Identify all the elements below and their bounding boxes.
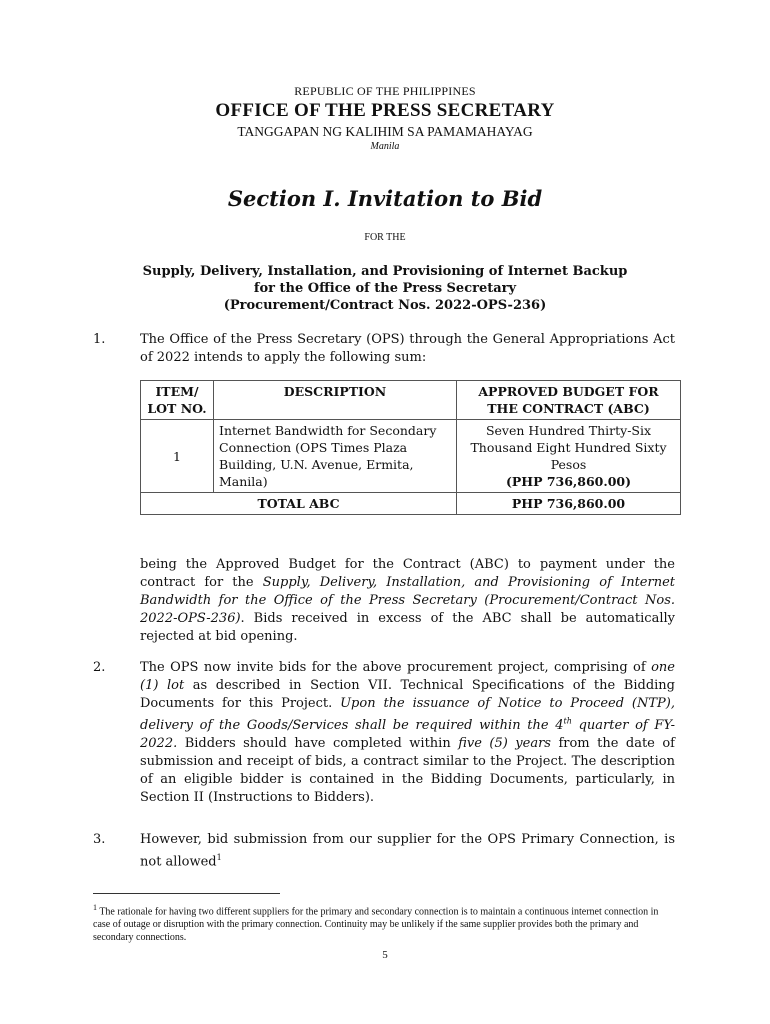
cell-amount <box>457 420 681 493</box>
total-label: TOTAL ABC <box>141 493 457 515</box>
table-row <box>141 420 681 493</box>
cell-item: 1 <box>141 420 214 493</box>
section-title: Section I. Invitation to Bid <box>227 186 543 211</box>
header-description: DESCRIPTION <box>214 381 457 420</box>
cell-description: Internet Bandwidth for Secondary Connection (OPS Times Plaza Building, U.N. Avenue, Ermita, Manila) <box>214 420 457 493</box>
text-span: quarter of FY-2022. <box>140 718 675 752</box>
text-span: from the date of submission and receipt of bids, a contract similar to the Project. The description of an eligible bidder is contained in the Bidding Documents, particularly, in Section II (Instructions to Bidders). <box>140 736 675 806</box>
footnote-text: The rationale for having two different suppliers for the primary and secondary connection is to maintain a continuous internet connection in case of outage or disruption with the primary connection. Continuity may be unlikely if the same supplier provides both the primary and secondary connections. <box>93 906 659 944</box>
abc-table <box>140 380 681 515</box>
city-heading: Manila <box>370 141 400 152</box>
header-item-lot: ITEM/ LOT NO. <box>141 381 214 420</box>
header-abc: APPROVED BUDGET FOR THE CONTRACT (ABC) <box>457 381 681 420</box>
project-name-italic: Supply, Delivery, Installation, and Provisioning of Internet Bandwidth for the Office of the Press Secretary (Procurement/Contract Nos. 2022-OPS-236) <box>140 575 675 626</box>
tanggapan-heading: TANGGAPAN NG KALIHIM SA PAMAMAHAYAG <box>237 124 533 139</box>
superscript: th <box>563 717 572 726</box>
project-title-line2: for the Office of the Press Secretary <box>253 281 517 296</box>
paragraph-text <box>140 831 675 871</box>
project-title <box>0 263 770 314</box>
table-total-row <box>141 493 681 515</box>
paragraph-text: The Office of the Press Secretary (OPS) through the General Appropriations Act of 2022 intends to apply the following sum: <box>140 332 675 365</box>
text-span: being the Approved Budget for the Contract (ABC) to payment under the contract for the <box>140 557 675 590</box>
text-span: However, bid submission from our supplier for the OPS Primary Connection, is not allowed <box>140 832 675 870</box>
text-span: The OPS now invite bids for the above procurement project, comprising of <box>140 660 652 675</box>
table-header-row <box>141 381 681 420</box>
paragraph-number: 2. <box>93 660 106 675</box>
paragraph-number: 1. <box>93 332 106 347</box>
paragraph-number: 3. <box>93 832 106 847</box>
footnote <box>93 901 675 944</box>
italic-span: one (1) lot <box>140 660 675 693</box>
footnote-divider <box>93 893 280 894</box>
for-the-label: FOR THE <box>364 232 406 243</box>
italic-span: five (5) years <box>458 736 551 752</box>
text-span: as described in Section VII. Technical Specifications of the Bidding Documents for this Project. <box>140 678 675 711</box>
total-value: PHP 736,860.00 <box>457 493 681 515</box>
amount-number: (PHP 736,860.00) <box>505 474 632 489</box>
text-span: Bidders should have completed within <box>177 736 459 752</box>
footnote-mark: 1 <box>93 903 97 912</box>
project-title-line3: (Procurement/Contract Nos. 2022-OPS-236) <box>223 298 547 313</box>
amount-words: Seven Hundred Thirty-Six Thousand Eight Hundred Sixty Pesos <box>470 423 667 472</box>
office-heading: OFFICE OF THE PRESS SECRETARY <box>215 100 555 121</box>
paragraph-1-continuation <box>140 556 675 646</box>
text-span: Upon the issuance of Notice to Proceed (NTP), delivery of the Goods/Services shall be required within the 4 <box>140 696 675 734</box>
republic-heading: REPUBLIC OF THE PHILIPPINES <box>294 84 476 98</box>
paragraph-text <box>140 659 675 807</box>
page-number: 5 <box>382 949 388 961</box>
footnote-reference[interactable]: 1 <box>216 853 222 862</box>
text-span: . Bids received in excess of the ABC shall be automatically rejected at bid opening. <box>140 611 675 644</box>
project-title-line1: Supply, Delivery, Installation, and Provisioning of Internet Backup <box>142 264 628 279</box>
